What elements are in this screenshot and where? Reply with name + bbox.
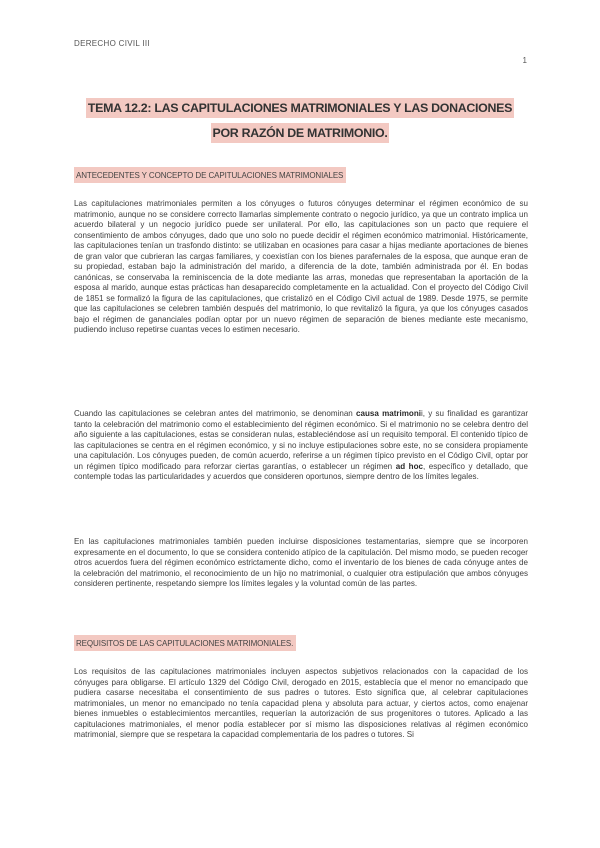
- page-number: 1: [522, 56, 527, 65]
- section-heading-requisitos: REQUISITOS DE LAS CAPITULACIONES MATRIMONIALES.: [74, 635, 296, 651]
- section-heading-antecedentes: ANTECEDENTES Y CONCEPTO DE CAPITULACIONES MATRIMONIALES: [74, 167, 346, 183]
- paragraph-requisitos-1: Los requisitos de las capitulaciones matrimoniales incluyen aspectos subjetivos relacionados con la capacidad de los cónyuges para obligarse. El artículo 1329 del Código Civil, derogado en 2015, establecía que el menor no emancipado que pudiera casarse necesitaba el consentimiento de sus padres o tutores. Esto significa que, al celebrar capitulaciones matrimoniales, un menor no emancipado no tenía capacidad plena y absoluta para actuar, y ciertos actos, como enajenar bienes inmuebles o establecimientos mercantiles, requerían la autorización de sus progenitores o tutores. Aplicado a las capitulaciones matrimoniales, el menor podía establecer por sí mismo las disposiciones relativas al régimen económico matrimonial, siempre que se respetara la capacidad complementaria de los padres o tutores. Si: [74, 667, 528, 739]
- paragraph-antecedentes-2: Cuando las capitulaciones se celebran antes del matrimonio, se denominan causa matrimonii, y su finalidad es garantizar tanto la celebración del matrimonio como el establecimiento del régimen económico. Si el matrimonio no se celebra dentro del año siguiente a las capitulaciones, estas se consideran nulas, estableciéndose así un requisito temporal. El contenido típico de las capitulaciones se centra en el régimen económico, y si no incluye estipulaciones sobre este, no se considera propiamente una capitulación. Los cónyuges pueden, de común acuerdo, referirse a un régimen típico previsto en el Código Civil, optar por un régimen típico modificado para reforzar ciertas garantías, o establecer un régimen ad hoc, específico y detallado, que contemple todas las particularidades y acuerdos que consideren oportunos, siempre dentro de los límites legales.: [74, 409, 529, 481]
- bold-term: ad hoc: [395, 461, 423, 471]
- document-title-block: [74, 96, 526, 146]
- paragraph-antecedentes-3: En las capitulaciones matrimoniales también pueden incluirse disposiciones testamentarias, siempre que se incorporen expresamente en el documento, lo que se considera contenido atípico de la capitulación. Del mismo modo, se pueden recoger otros acuerdos fuera del régimen económico estrictamente dicho, como el inventario de los bienes de cada cónyuge antes de la celebración del matrimonio, el reconocimiento de un hijo no matrimonial, o cualquier otra estipulación que ambos cónyuges consideren pertinente, respetando siempre los límites legales y la voluntad común de las partes.: [74, 537, 528, 588]
- course-header: DERECHO CIVIL III: [74, 39, 150, 48]
- bold-term: causa matrimoni: [356, 409, 421, 418]
- document-title: TEMA 12.2: LAS CAPITULACIONES MATRIMONIALES Y LAS DONACIONES POR RAZÓN DE MATRIMONIO.: [86, 98, 514, 143]
- paragraph-antecedentes-1: Las capitulaciones matrimoniales permiten a los cónyuges o futuros cónyuges determinar el régimen económico de su matrimonio, aunque no se considere correcto llamarlas simplemente contrato o negocio jurídico, ya que un contrato implica un acuerdo bilateral y un negocio jurídico puede ser unilateral. Por ello, las capitulaciones son un pacto que requiere el consentimiento de ambos cónyuges, dado que uno solo no puede decidir el régimen económico matrimonial. Históricamente, las capitulaciones tenían un trasfondo distinto: se utilizaban en ocasiones para casar a hijas mediante aportaciones de bienes de gran valor que cubrieran las cargas familiares, y coexistían con los bienes parafernales de la esposa, que aunque eran de su propiedad, estaban bajo la administración del marido, a diferencia de la dote, también administrada por él. En bodas canónicas, se conservaba la reminiscencia de la dote mediante las arras, monedas que representaban la aportación de la esposa al marido, aunque estas prácticas han desaparecido completamente en la actualidad. Con el proyecto del Código Civil de 1851 se formalizó la figura de las capitulaciones, que cristalizó en el Código Civil actual de 1989. Desde 1975, se permite que las capitulaciones se celebren también después del matrimonio, lo que revitalizó la figura, ya que los cónyuges casados bajo el régimen de gananciales podían optar por un nuevo régimen de separación de bienes mediante este mecanismo, pudiendo incluso repetirse cuantas veces lo estimen necesario.: [74, 199, 528, 334]
